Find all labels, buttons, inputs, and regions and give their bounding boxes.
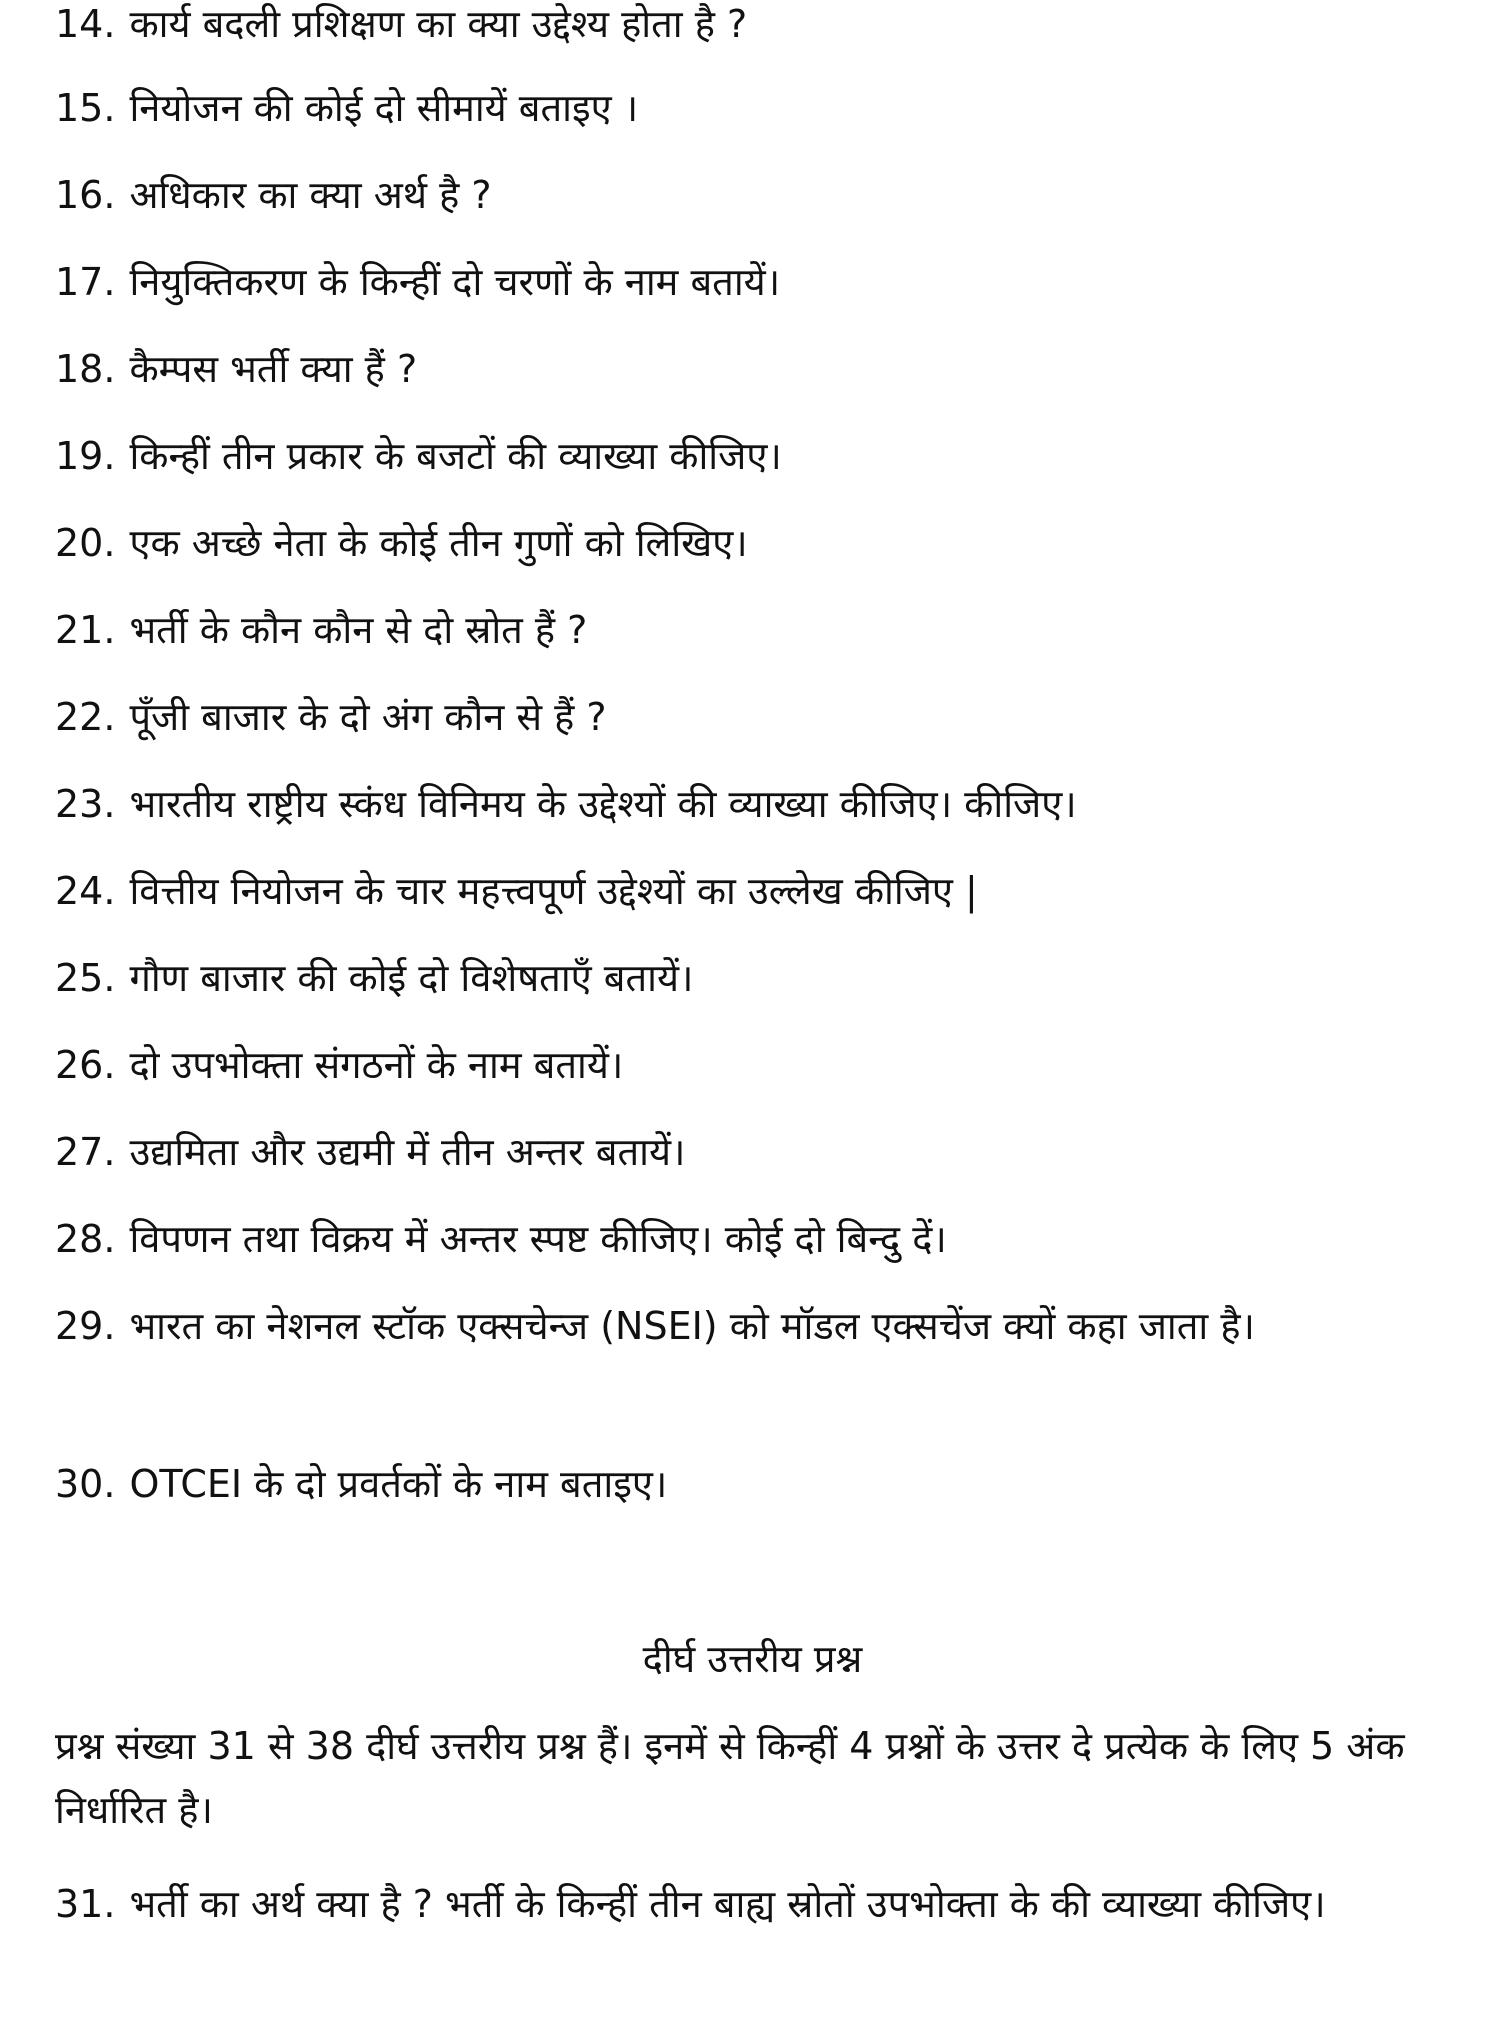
question-number: 27. — [55, 1130, 116, 1174]
question-20 — [55, 511, 1455, 575]
question-30 — [55, 1452, 1455, 1516]
question-text: नियुक्तिकरण के किन्हीं दो चरणों के नाम बतायें। — [129, 260, 781, 304]
question-16 — [55, 163, 1455, 227]
question-text: उद्यमिता और उद्यमी में तीन अन्तर बतायें। — [129, 1130, 686, 1174]
question-number: 30. — [55, 1462, 116, 1506]
question-text: कैम्पस भर्ती क्या हैं ? — [129, 347, 418, 391]
question-29 — [55, 1294, 1455, 1358]
section-instructions: प्रश्न संख्या 31 से 38 दीर्घ उत्तरीय प्रश्न हैं। इनमें से किन्हीं 4 प्रश्नों के उत्तर दे प्रत्येक के लिए 5 अंक निर्धारित है। — [55, 1724, 1405, 1832]
question-number: 23. — [55, 782, 116, 826]
question-number: 29. — [55, 1304, 116, 1348]
question-26 — [55, 1033, 1455, 1097]
question-text: पूँजी बाजार के दो अंग कौन से हैं ? — [129, 695, 607, 739]
question-text: भर्ती के कौन कौन से दो स्रोत हैं ? — [129, 608, 588, 652]
question-number: 14. — [55, 2, 116, 46]
question-text: नियोजन की कोई दो सीमायें बताइए । — [129, 86, 639, 130]
question-number: 21. — [55, 608, 116, 652]
question-text: भारत का नेशनल स्टॉक एक्सचेन्ज (NSEI) को मॉडल एक्सचेंज क्यों कहा जाता है। — [129, 1304, 1255, 1348]
question-text: OTCEI के दो प्रवर्तकों के नाम बताइए। — [129, 1462, 668, 1506]
question-number: 28. — [55, 1217, 116, 1261]
question-22 — [55, 685, 1455, 749]
question-14 — [55, 0, 1455, 56]
question-number: 24. — [55, 869, 116, 913]
question-text: भर्ती का अर्थ क्या है ? भर्ती के किन्हीं तीन बाह्य स्रोतों उपभोक्ता के की व्याख्या कीजिए। — [129, 1882, 1326, 1926]
question-31 — [55, 1872, 1455, 1936]
question-number: 16. — [55, 173, 116, 217]
question-27 — [55, 1120, 1455, 1184]
question-28 — [55, 1207, 1455, 1271]
question-text: दो उपभोक्ता संगठनों के नाम बतायें। — [129, 1043, 624, 1087]
question-text: भारतीय राष्ट्रीय स्कंध विनिमय के उद्देश्यों की व्याख्या कीजिए। कीजिए। — [129, 782, 1077, 826]
question-text: गौण बाजार की कोई दो विशेषताएँ बतायें। — [129, 956, 694, 1000]
question-number: 31. — [55, 1882, 116, 1926]
question-23 — [55, 772, 1455, 836]
question-text: अधिकार का क्या अर्थ है ? — [129, 173, 492, 217]
question-text: किन्हीं तीन प्रकार के बजटों की व्याख्या कीजिए। — [129, 434, 782, 478]
question-text: एक अच्छे नेता के कोई तीन गुणों को लिखिए। — [129, 521, 748, 565]
question-15 — [55, 76, 1455, 140]
question-21 — [55, 598, 1455, 662]
question-25 — [55, 946, 1455, 1010]
question-17 — [55, 250, 1455, 314]
question-24 — [55, 859, 1455, 923]
question-19 — [55, 424, 1455, 488]
section-heading: दीर्घ उत्तरीय प्रश्न — [642, 1637, 863, 1681]
question-number: 18. — [55, 347, 116, 391]
question-number: 26. — [55, 1043, 116, 1087]
question-text: विपणन तथा विक्रय में अन्तर स्पष्ट कीजिए। कोई दो बिन्दु दें। — [129, 1217, 947, 1261]
question-number: 15. — [55, 86, 116, 130]
question-text: वित्तीय नियोजन के चार महत्त्वपूर्ण उद्देश्यों का उल्लेख कीजिए | — [129, 869, 978, 913]
question-number: 19. — [55, 434, 116, 478]
question-number: 20. — [55, 521, 116, 565]
question-18 — [55, 337, 1455, 401]
question-text: कार्य बदली प्रशिक्षण का क्या उद्देश्य होता है ? — [129, 2, 748, 46]
question-number: 22. — [55, 695, 116, 739]
question-number: 25. — [55, 956, 116, 1000]
question-number: 17. — [55, 260, 116, 304]
